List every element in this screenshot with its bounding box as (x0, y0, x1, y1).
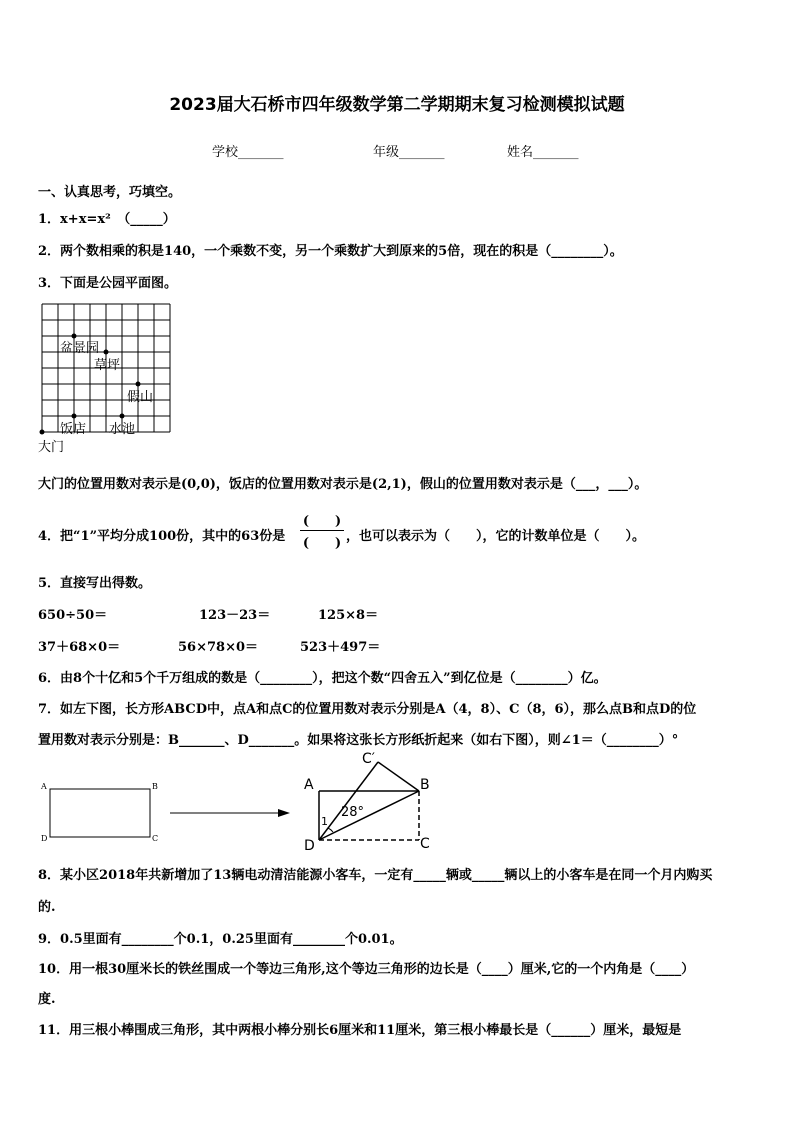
label-caoping: 草坪 (94, 358, 121, 373)
calc-4: 37＋68×0＝ (38, 640, 121, 655)
fraction (300, 510, 344, 551)
point-damen (40, 430, 45, 435)
question-3-text: 大门的位置用数对表示是(0,0)，饭店的位置用数对表示是(2,1)，假山的位置用数对表示是（___，___）。 (38, 477, 648, 492)
label-jiashan: 假山 (127, 390, 154, 405)
section-heading: 一、认真思考，巧填空。 (38, 185, 182, 200)
folded-figure (300, 752, 440, 862)
question-8-line2: 的. (38, 900, 56, 915)
rect-label-a: A (41, 782, 47, 791)
question-3-intro: 3．下面是公园平面图。 (38, 276, 178, 291)
label-damen: 大门 (38, 440, 65, 455)
question-10-line2: 度. (38, 992, 56, 1007)
fold-label-c: C (420, 836, 430, 852)
question-7-line1: 7．如左下图，长方形ABCD中，点A和点C的位置用数对表示分别是A（4，8）、C（8，6），那么点B和点D的位 (38, 702, 697, 717)
rect-label-d: D (41, 834, 48, 843)
question-8-line1: 8．某小区2018年共新增加了13辆电动清洁能源小客车，一定有_____辆或_____辆以上的小客车是在同一个月内购买 (38, 868, 713, 883)
fold-label-a: A (304, 777, 314, 793)
name-field: 姓名_______ (507, 145, 579, 160)
school-field: 学校_______ (212, 145, 284, 160)
angle-label: 28° (341, 805, 365, 820)
label-fandian: 饭店 (60, 422, 87, 437)
calc-1: 650÷50＝ (38, 608, 108, 623)
fraction-numerator: ( ) (302, 514, 342, 529)
fold-label-b: B (420, 777, 430, 793)
label-shuichi: 水池 (109, 422, 136, 437)
question-5-intro: 5．直接写出得数。 (38, 576, 152, 591)
question-4-before: 4．把“1”平均分成100份，其中的63份是 (38, 529, 286, 544)
fold-label-c-prime: C′ (362, 751, 375, 767)
question-9: 9．0.5里面有________个0.1，0.25里面有________个0.01。 (38, 932, 403, 947)
fraction-denominator: ( ) (302, 536, 342, 551)
question-1: 1．x+x=x² （_____） (38, 212, 176, 227)
page-title: 2023届大石桥市四年级数学第二学期期末复习检测模拟试题 (169, 95, 625, 115)
fold-label-d: D (304, 838, 315, 854)
question-10-line1: 10．用一根30厘米长的铁丝围成一个等边三角形,这个等边三角形的边长是（____）厘米,它的一个内角是（____） (38, 962, 695, 977)
arrow-icon (168, 806, 292, 820)
calc-3: 125×8＝ (318, 608, 379, 623)
rect-label-b: B (152, 782, 158, 791)
rect-label-c: C (152, 834, 159, 843)
grade-field: 年级_______ (373, 145, 445, 160)
question-4-after: ，也可以表示为（ ），它的计数单位是（ ）。 (346, 529, 646, 544)
label-penjingyuan: 盆景园 (60, 341, 100, 356)
question-11: 11．用三根小棒围成三角形，其中两根小棒分别长6厘米和11厘米，第三根小棒最长是（______）厘米，最短是 (38, 1023, 682, 1038)
question-6: 6．由8个十亿和5个千万组成的数是（________），把这个数“四舍五入”到亿位是（________）亿。 (38, 671, 607, 686)
calc-6: 523＋497＝ (300, 640, 381, 655)
fraction-bar (300, 530, 344, 531)
angle-one-label: 1 (321, 815, 328, 828)
question-7-line2: 置用数对表示分别是：B_______、D_______。如果将这张长方形纸折起来（如右下图），则∠1＝（________）° (38, 733, 679, 748)
rectangle-figure (38, 780, 168, 850)
calc-2: 123－23＝ (199, 608, 271, 623)
question-2: 2．两个数相乘的积是140，一个乘数不变，另一个乘数扩大到原来的5倍，现在的积是（________）。 (38, 244, 623, 259)
calc-5: 56×78×0＝ (178, 640, 259, 655)
